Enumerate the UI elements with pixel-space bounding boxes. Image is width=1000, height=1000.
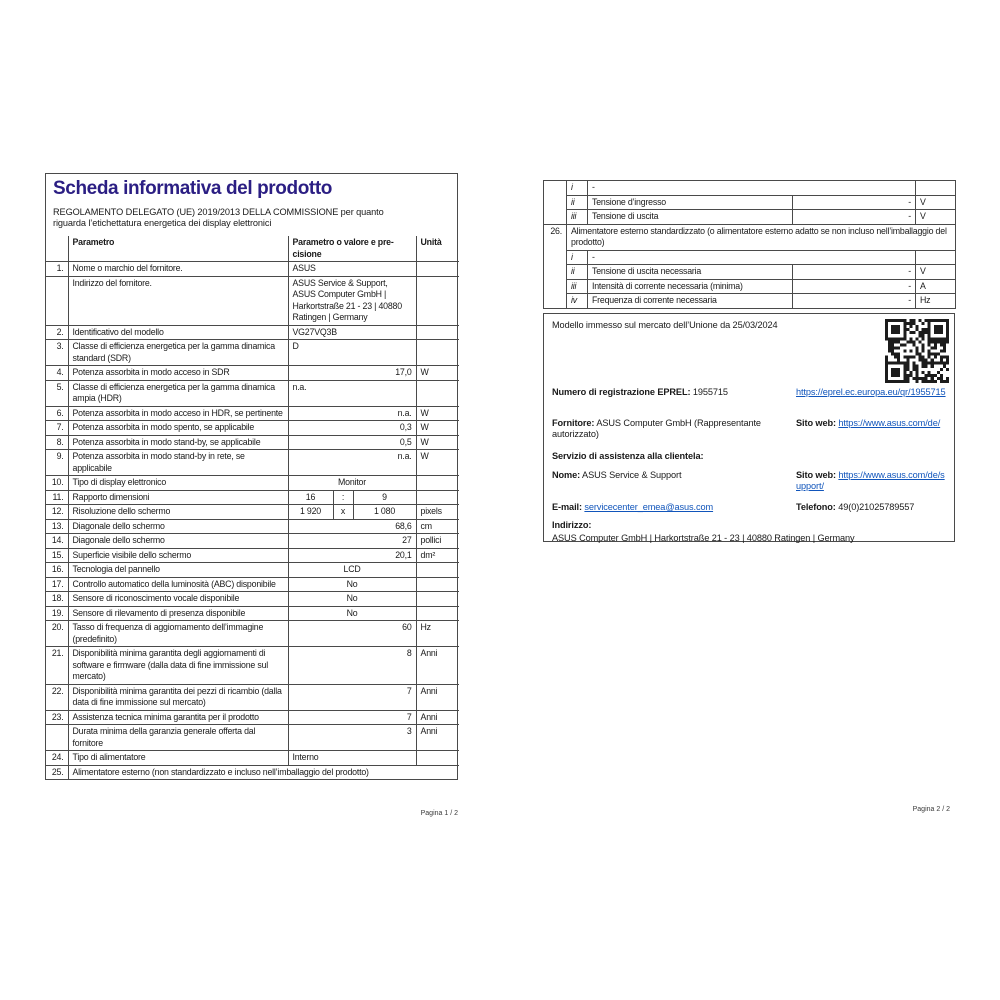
- indirizzo-value: ASUS Computer GmbH | Harkortstraße 21 - 23 | 40880 Ratingen | Germany: [552, 533, 855, 543]
- page-1: [45, 173, 458, 780]
- nome-label: Nome:: [552, 470, 581, 480]
- asus-website-link[interactable]: https://www.asus.com/de/: [838, 418, 941, 428]
- eprel-link[interactable]: https://eprel.ec.europa.eu/qr/1955715: [796, 387, 946, 397]
- table-row: 3. Classe di efficienza energetica per la gamma dinamica standard (SDR) D: [46, 340, 459, 366]
- table-row: 2. Identificativo del modello VG27VQ3B: [46, 325, 459, 340]
- table-row: 13. Diagonale dello schermo 68,6 cm: [46, 519, 459, 534]
- table-row: 11. Rapporto dimensioni 16 : 9: [46, 490, 459, 505]
- table-row: 25. Alimentatore esterno (non standardizzato e incluso nell’imballaggio del prodotto): [46, 765, 459, 779]
- email-row: [552, 502, 792, 513]
- market-date-line: Modello immesso sul mercato dell’Unione da 25/03/2024: [552, 320, 778, 330]
- table-row: 14. Diagonale dello schermo 27 pollici: [46, 534, 459, 549]
- table-header-row: [46, 236, 459, 262]
- table-row: 9. Potenza assorbita in modo stand-by in rete, se applicabile n.a. W: [46, 450, 459, 476]
- table-row: iii Tensione di uscita - V: [544, 210, 956, 225]
- table-row: ii Tensione d’ingresso - V: [544, 195, 956, 210]
- table-row: Durata minima della garanzia generale offerta dal fornitore 3 Anni: [46, 725, 459, 751]
- table-row: Indirizzo del fornitore. ASUS Service & Support, ASUS Computer GmbH | Harkortstraße 21 - 23 | 40880 Ratingen | Germany: [46, 276, 459, 325]
- header-unit: Unità: [416, 236, 459, 262]
- table-row: iii Intensità di corrente necessaria (minima) - A: [544, 279, 956, 294]
- table-row: 22. Disponibilità minima garantita dei pezzi di ricambio (dalla data di fine immissione sul mercato) 7 Anni: [46, 684, 459, 710]
- regulation-subtitle: REGOLAMENTO DELEGATO (UE) 2019/2013 DELLA COMMISSIONE per quanto riguarda l’etichettatura energetica dei display elettronici: [53, 207, 384, 228]
- qr-code: [885, 319, 949, 383]
- table-row: 6. Potenza assorbita in modo acceso in HDR, se pertinente n.a. W: [46, 406, 459, 421]
- header-value: Parametro o valore e pre-cisione: [288, 236, 416, 262]
- table-row: 10. Tipo di display elettronico Monitor: [46, 476, 459, 491]
- eprel-label: Numero di registrazione EPREL:: [552, 387, 691, 397]
- table-row: 7. Potenza assorbita in modo spento, se applicabile 0,3 W: [46, 421, 459, 436]
- table-row: 17. Controllo automatico della luminosità (ABC) disponibile No: [46, 577, 459, 592]
- header-num-cell: [46, 236, 68, 262]
- telefono-label: Telefono:: [796, 502, 836, 512]
- product-datasheet-table: [46, 236, 459, 779]
- footer-page-2: Pagina 2 / 2: [912, 806, 950, 813]
- power-supply-table: [543, 180, 956, 309]
- telefono-value: 49(0)21025789557: [838, 502, 915, 512]
- table-row: 4. Potenza assorbita in modo acceso in SDR 17,0 W: [46, 366, 459, 381]
- nome-row: [552, 470, 792, 481]
- sito-web-label: Sito web:: [796, 418, 836, 428]
- table-row: 20. Tasso di frequenza di aggiornamento dell’immagine (predefinito) 60 Hz: [46, 621, 459, 647]
- page-title: Scheda informativa del prodotto: [53, 178, 332, 199]
- table-row: 18. Sensore di riconoscimento vocale disponibile No: [46, 592, 459, 607]
- indirizzo-label: Indirizzo:: [552, 520, 592, 530]
- table-row: 26. Alimentatore esterno standardizzato (o alimentatore esterno adatto se non incluso nell’imballaggio del prodotto): [544, 224, 956, 250]
- table-row: 19. Sensore di rilevamento di presenza disponibile No: [46, 606, 459, 621]
- support-website-link[interactable]: https://www.asus.com/de/support/: [796, 470, 945, 491]
- fornitore-label: Fornitore:: [552, 418, 595, 428]
- email-label: E-mail:: [552, 502, 582, 512]
- table-row: i -: [544, 250, 956, 265]
- servizio-heading: Servizio di assistenza alla clientela:: [552, 451, 704, 461]
- header-param: Parametro: [68, 236, 288, 262]
- fornitore-row: [552, 418, 792, 440]
- table-row: ii Tensione di uscita necessaria - V: [544, 265, 956, 280]
- table-row: 15. Superficie visibile dello schermo 20,1 dm²: [46, 548, 459, 563]
- table-row: iv Frequenza di corrente necessaria - Hz: [544, 294, 956, 309]
- table-row: 5. Classe di efficienza energetica per la gamma dinamica ampia (HDR) n.a.: [46, 380, 459, 406]
- table-row: 16. Tecnologia del pannello LCD: [46, 563, 459, 578]
- fornitore-value: ASUS Computer GmbH (Rappresentante autorizzato): [552, 418, 761, 439]
- eprel-number: 1955715: [692, 387, 728, 397]
- table-row: 24. Tipo di alimentatore Interno: [46, 751, 459, 766]
- nome-value: ASUS Service & Support: [582, 470, 682, 480]
- table-row: i -: [544, 181, 956, 196]
- table-row: 23. Assistenza tecnica minima garantita per il prodotto 7 Anni: [46, 710, 459, 725]
- info-box: [543, 313, 955, 542]
- eprel-registration: [552, 387, 792, 398]
- table-row: 12. Risoluzione dello schermo 1 920 x 1 080 pixels: [46, 505, 459, 520]
- table-row: 1. Nome o marchio del fornitore. ASUS: [46, 262, 459, 277]
- footer-page-1: Pagina 1 / 2: [420, 810, 458, 817]
- table-row: 21. Disponibilità minima garantita degli aggiornamenti di software e firmware (dalla data di fine immissione sul mercato) 8 Anni: [46, 647, 459, 685]
- support-sito-label: Sito web:: [796, 470, 836, 480]
- table-row: 8. Potenza assorbita in modo stand-by, se applicabile 0,5 W: [46, 435, 459, 450]
- email-link[interactable]: servicecenter_emea@asus.com: [584, 502, 714, 512]
